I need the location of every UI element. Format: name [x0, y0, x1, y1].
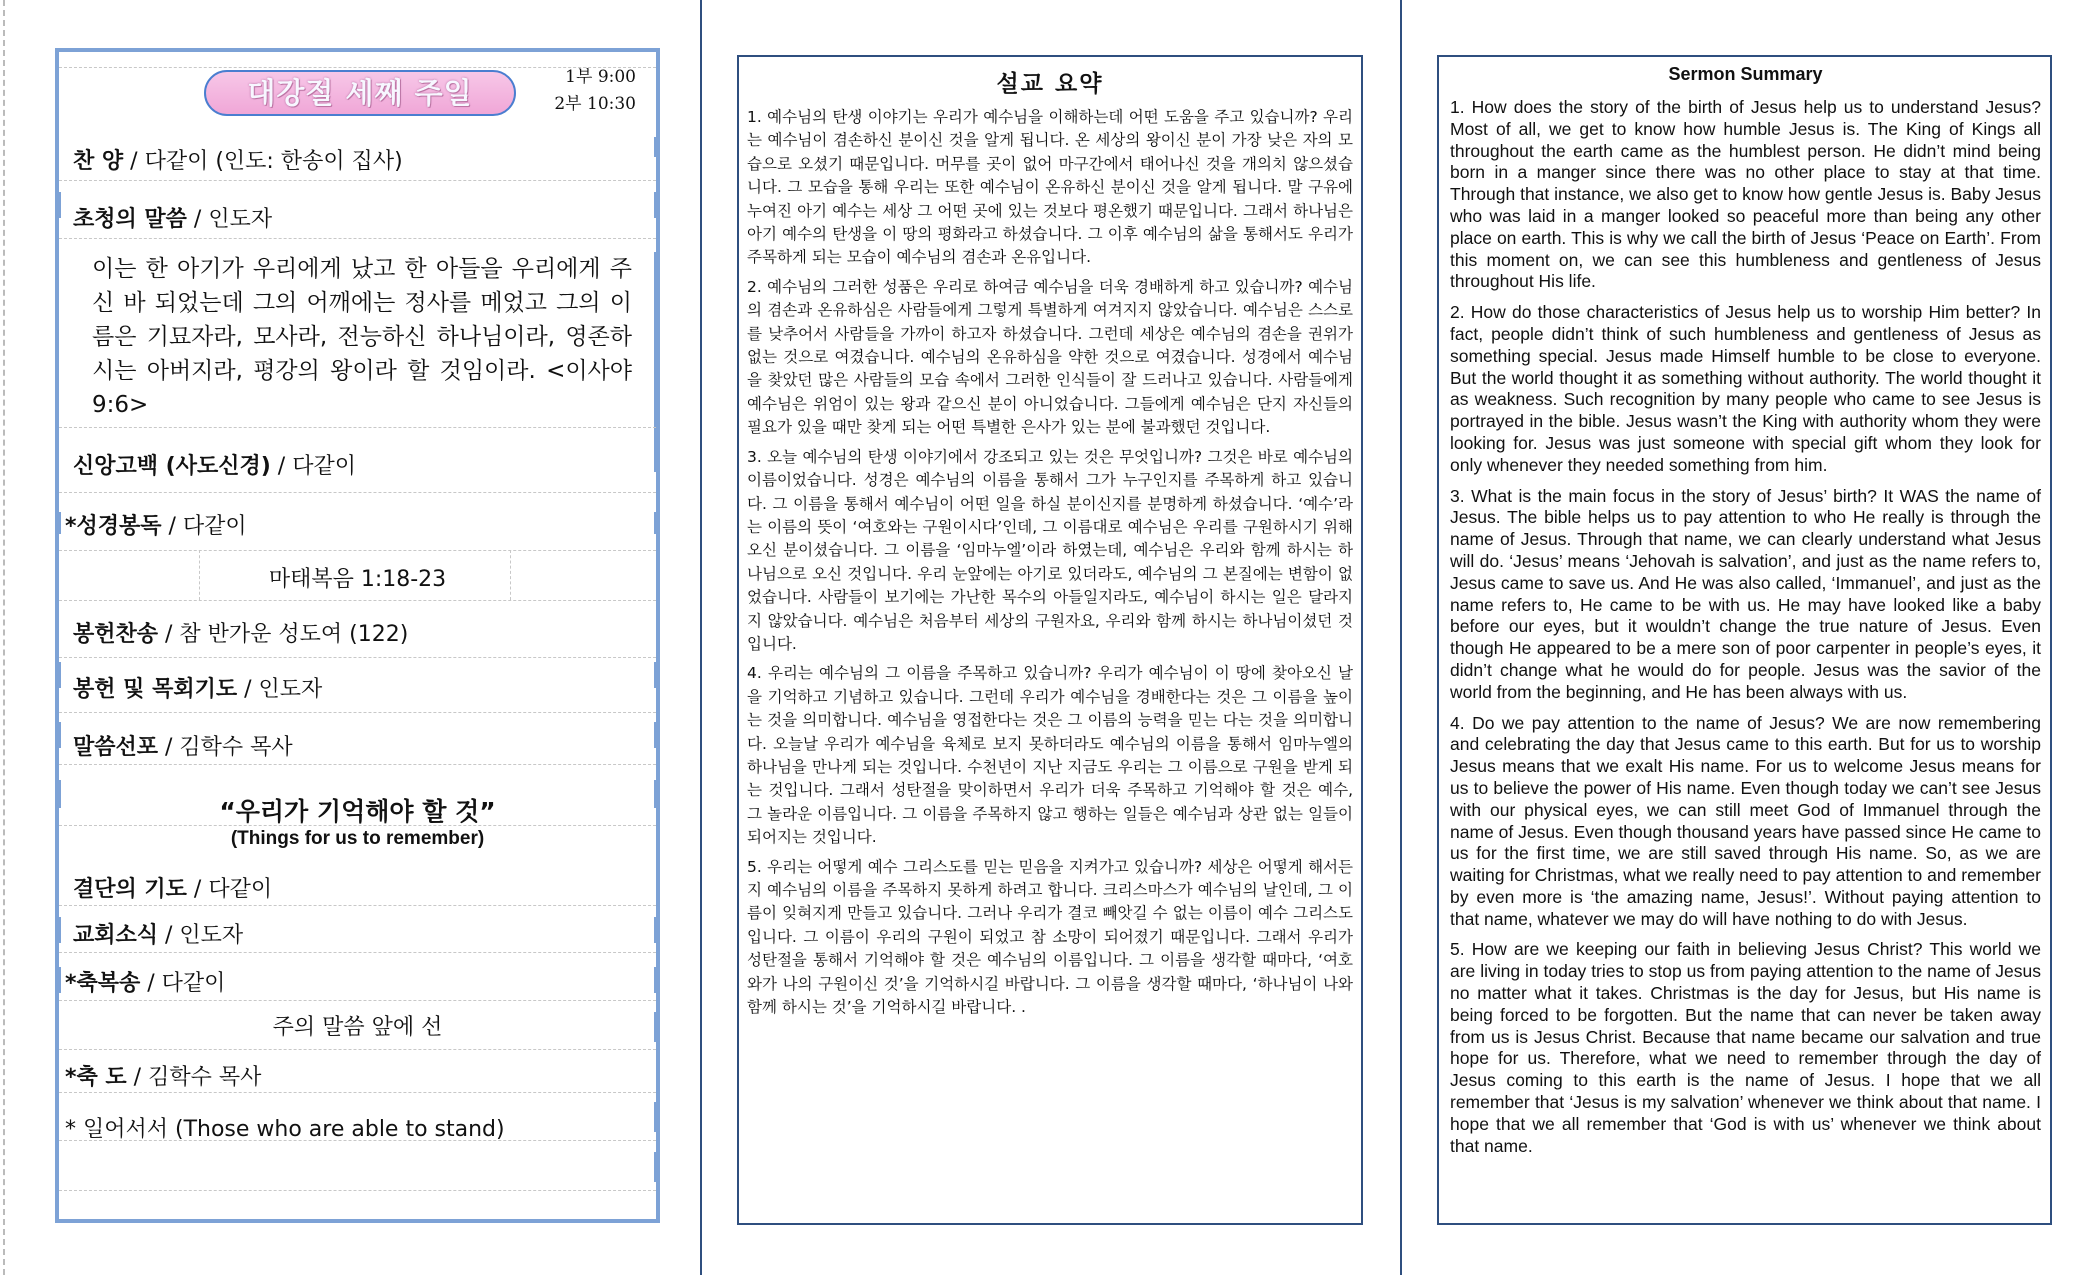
item-detail: / 다같이 (인도: 한송이 집사) — [123, 149, 403, 174]
item-offering-hymn — [73, 617, 408, 648]
item-label: 봉헌찬송 — [73, 622, 159, 647]
item-church-news — [73, 918, 243, 949]
blessing-song-title: 주의 말씀 앞에 선 — [272, 1015, 443, 1040]
separator — [59, 427, 656, 428]
sermon-title — [59, 792, 656, 850]
order-of-service-panel — [55, 48, 660, 1223]
separator — [59, 600, 656, 601]
separator — [59, 180, 656, 181]
border-accent — [654, 192, 660, 218]
column-divider — [700, 0, 702, 1275]
border-accent — [654, 722, 660, 748]
item-offering-prayer — [73, 672, 322, 703]
item-label: 말씀선포 — [73, 735, 159, 760]
item-blessing-song — [65, 966, 225, 997]
item-detail: / 다같이 — [270, 454, 356, 479]
item-label: *축복송 — [65, 971, 141, 996]
column-divider — [1400, 0, 1402, 1275]
item-benediction — [65, 1060, 261, 1091]
border-accent — [654, 137, 660, 157]
item-reading — [65, 509, 247, 540]
summary-paragraph: 2. 예수님의 그러한 성품은 우리로 하여금 예수님을 더욱 경배하게 하고 있습니까? 예수님의 겸손과 온유하심은 사람들에게 그렇게 특별하게 여겨지지 않았습니다. 예수님은 스스로를 낮추어서 사람들을 가까이 하고자 하셨습니다. 그런데 세상은 예수님의 겸손을 권위가 없는 것으로 여겼습니다. 예수님의 온유하심을 약한 것으로 여겼습니다. 성경에서 예수님을 찾았던 많은 사람들의 모습 속에서 그러한 인식들이 잘 드러나고 있습니다. 사람들에게 예수님은 위엄이 있는 왕과 같으신 분이 아니었습니다. 그들에게 예수님은 단지 자신들의 필요가 있을 때만 찾게 되는 어떤 특별한 은사가 있는 분에 불과했던 것입니다. — [747, 277, 1353, 437]
border-accent — [654, 917, 660, 943]
item-label: 찬 양 — [73, 149, 124, 174]
item-label: 교회소식 — [73, 923, 159, 948]
item-detail: / 인도자 — [237, 677, 323, 702]
summary-paragraph: 5. 우리는 어떻게 예수 그리스도를 믿는 믿음을 지켜가고 있습니까? 세상은 어떻게 해서든지 예수님의 이름을 주목하지 못하게 하려고 합니다. 크리스마스가 예수님의 날인데, 그 이름이 잊혀지게 만들고 있습니다. 그러나 우리가 결코 빼앗길 수 없는 이름이 예수 그리스도입니다. 그 이름이 우리의 구원이 되었고 참 소망이 되어졌기 때문입니다. 그래서 우리가 성탄절을 통해서 기억해야 할 것은 예수님의 이름입니다. 그 이름을 생각할 때마다, ‘여호와가 나의 구원이신 것’을 기억하시길 바랍니다. 그 이름을 생각할 때마다, ‘하나님이 나와 함께 하시는 것’을 기억하시길 바랍니다. . — [747, 857, 1353, 1017]
service-title-badge: 대강절 세째 주일 — [204, 70, 516, 116]
separator — [59, 492, 656, 493]
border-accent — [654, 512, 660, 534]
border-accent — [654, 1152, 660, 1182]
border-accent — [654, 967, 660, 993]
separator — [59, 1190, 656, 1191]
summary-title: 설교 요약 — [996, 71, 1104, 97]
item-detail: / 인도자 — [158, 923, 244, 948]
item-label: 신앙고백 (사도신경) — [73, 454, 271, 479]
separator — [59, 952, 656, 953]
summary-paragraph: 3. What is the main focus in the story of Jesus’ birth? It WAS the name of Jesus. The bible helps us to pay attention to who He really is through the name of Jesus. Through that name, we can clearly understand what Jesus will do. ‘Jesus’ means ‘Jehovah is salvation’, and just as the name refers to, Jesus came to save us. And He was also called, ‘Immanuel’, and just as the name refers to, He came to be with us. He may have looked like a baby before our eyes, but it wouldn’t change the true nature of Jesus. Even though He appeared to be a mere son of poor carpenter in people’s eyes, it didn’t change what he would do for people. Jesus was the savior of the world from the beginning, and He has been always with us. — [1450, 485, 2041, 702]
border-accent — [55, 662, 61, 688]
item-label: 초청의 말씀 — [73, 207, 187, 232]
english-sermon-summary — [1437, 55, 2052, 1225]
separator — [59, 764, 656, 765]
item-label: *축 도 — [65, 1065, 127, 1090]
separator — [59, 657, 656, 658]
sermon-title-korean: “우리가 기억해야 할 것” — [219, 797, 496, 826]
border-accent — [55, 967, 61, 993]
korean-sermon-summary — [737, 55, 1363, 1225]
item-detail: / 다같이 — [186, 877, 273, 902]
sermon-title-english: (Things for us to remember) — [230, 828, 485, 849]
border-accent — [654, 252, 660, 472]
separator — [59, 905, 656, 906]
separator — [59, 1092, 656, 1093]
summary-paragraph: 3. 오늘 예수님의 탄생 이야기에서 강조되고 있는 것은 무엇입니까? 그것은 바로 예수님의 이름이었습니다. 성경은 예수님의 이름을 통해서 그가 누구인지를 주목하게 하고 있습니다. 그 이름을 통해서 예수님이 어떤 일을 하실 분이신지를 분명하게 하셨습니다. ‘예수’라는 이름의 뜻이 ‘여호와는 구원이시다’인데, 그 이름대로 예수님은 우리를 구원하시기 위해 오신 분이셨습니다. 그 이름을 ‘임마누엘’이라 하였는데, 예수님은 우리와 함께 하시는 하나님으로 오신 것입니다. 우리 눈앞에는 아기로 있더라도, 예수님의 그 본질에는 변함이 없었습니다. 사람들이 보기에는 가난한 목수의 아들일지라도, 예수님이 하시는 일은 달라지지 않았습니다. 예수님은 처음부터 세상의 구원자요, 우리와 함께 하시는 하나님이셨던 것입니다. — [747, 447, 1353, 653]
summary-paragraph: 1. How does the story of the birth of Jesus help us to understand Jesus? Most of all, we get to know how humble Jesus is. The King of Kings all throughout the earth came as the humblest person. He didn’t mind being born in a manger since there was no other place to stay at that time. Through that instance, we also get to know how gentle Jesus is. Baby Jesus who was laid in a manger looked so peaceful more than being any other place on earth. This is why we call the birth of Jesus ‘Peace on Earth’. From this moment on, we can see this humbleness and gentleness of Jesus throughout His life. — [1450, 97, 2041, 292]
summary-title: Sermon Summary — [1668, 64, 1823, 84]
border-accent — [654, 1102, 660, 1132]
item-detail: / 김학수 목사 — [126, 1065, 262, 1090]
border-accent — [55, 917, 61, 943]
summary-paragraph: 4. 우리는 예수님의 그 이름을 주목하고 있습니까? 우리가 예수님이 이 땅에 찾아오신 날을 기억하고 기념하고 있습니다. 그런데 우리가 예수님을 경배한다는 것은 그 이름을 높이는 것을 의미합니다. 예수님을 영접한다는 것은 그 이름의 능력을 믿는 다는 것을 의미합니다. 오늘날 우리가 예수님을 육체로 보지 못하더라도 예수님의 이름을 통해서 임마누엘의 하나님을 만나게 되는 것입니다. 수천년이 지난 지금도 우리는 그 이름으로 구원을 받게 되는 것입니다. 그래서 성탄절을 맞이하면서 우리가 더욱 주목하고 기억해야 할 것은 예수, 그 놀라운 이름입니다. 그 이름을 주목하지 않고 행하는 일들은 예수님과 상관 없는 일들이 되어지는 것입니다. — [747, 664, 1353, 847]
item-label: *성경봉독 — [65, 514, 162, 539]
separator — [59, 1000, 656, 1001]
border-accent — [55, 512, 61, 534]
summary-paragraph: 2. How do those characteristics of Jesus help us to worship Him better? In fact, people didn’t think of such humbleness and gentleness of Jesus as something special. Jesus made Himself humble to be close to everyone. But the world thought it as something without authority. The world thought it as weakness. Such recognition by many people who came to see Jesus is portrayed in the bible. Jesus wasn’t the King with authority whom they were looking for. Jesus was just someone with special gift whom they look for only whenever they needed something from him. — [1450, 302, 2041, 475]
item-detail: / 김학수 목사 — [158, 735, 293, 760]
page-edge-dashed-line — [3, 0, 5, 1275]
summary-paragraph: 4. Do we pay attention to the name of Jesus? We are now remembering and celebrating the day that Jesus came to this earth. But for us to worship Jesus means that we exalt His name. For us to welcome Jesus means for us to believe the power of His name. Even though today we can’t see Jesus with our physical eyes, we can still meet God of Immanuel through the name of Jesus. Even though thousand years have passed since He came to us for the first time, we are still saved through His name. So, as we are waiting for Christmas, what we really need to pay attention to and remember by even more is ‘the amazing name, Jesus!’. Without paying attention to that name, whatever we may do will have nothing to do with Jesus. — [1450, 712, 2041, 929]
item-hymn — [73, 144, 403, 175]
item-invitation — [73, 202, 272, 233]
item-detail: / 다같이 — [140, 971, 226, 996]
item-label: 결단의 기도 — [73, 877, 187, 902]
summary-paragraph: 5. How are we keeping our faith in believing Jesus Christ? This world we are living in today tries to stop us from paying attention to the name of Jesus no matter what it takes. Christmas is the day for Jesus, but His name is being forced to be forgotten. But the name that can never be taken away from us is Jesus Christ. Because that name became our salvation and true hope for us. Therefore, what we need to remember through the day of Jesus coming to this earth is the name of Jesus. I hope that we all remember that ‘Jesus is my salvation’ whenever we think about that name. I hope that we all remember that ‘God is with us’ whenever we think about that name. — [1450, 939, 2041, 1156]
reading-reference: 마태복음 1:18-23 — [268, 567, 447, 592]
item-detail: / 참 반가운 성도여 (122) — [158, 622, 409, 647]
item-sermon — [73, 730, 293, 761]
border-accent — [654, 662, 660, 688]
scripture-verse: 이는 한 아기가 우리에게 났고 한 아들을 우리에게 주신 바 되었는데 그의 어깨에는 정사를 메었고 그의 이름은 기묘자라, 모사라, 전능하신 하나님이라, 영존하시는 아버지라, 평강의 왕이라 할 것임이라. <이사야 9:6> — [92, 256, 632, 418]
separator — [59, 238, 656, 239]
item-detail: / 인도자 — [186, 207, 273, 232]
item-detail: / 다같이 — [161, 514, 247, 539]
second-service-time: 2부 10:30 — [554, 94, 636, 114]
separator — [59, 1049, 656, 1050]
stand-note: * 일어서서 (Those who are able to stand) — [65, 1117, 505, 1142]
border-accent — [55, 192, 61, 218]
separator — [59, 712, 656, 713]
summary-paragraph: 1. 예수님의 탄생 이야기는 우리가 예수님을 이해하는데 어떤 도움을 주고 있습니까? 우리는 예수님이 겸손하신 분이신 것을 알게 됩니다. 온 세상의 왕이신 분이 가장 낮은 자의 모습으로 오셨기 때문입니다. 머무를 곳이 없어 마구간에서 태어나신 것을 개의치 않으셨습니다. 그 모습을 통해 우리는 또한 예수님이 온유하신 분이신 것을 알게 됩니다. 말 구유에 누여진 아기 예수는 세상 그 어떤 곳에 있는 것보다 평온했기 때문입니다. 그래서 하나님은 아기 예수의 탄생을 이 땅의 평화라고 하셨습니다. 그 이후 예수님의 삶을 통해서도 우리가 주목하게 되는 모습이 예수님의 겸손과 온유입니다. — [747, 108, 1353, 267]
item-decision-prayer — [73, 872, 272, 903]
item-label: 봉헌 및 목회기도 — [73, 677, 238, 702]
first-service-time: 1부 9:00 — [565, 67, 636, 87]
service-times — [554, 64, 636, 118]
border-accent — [55, 722, 61, 748]
item-creed — [73, 449, 356, 480]
